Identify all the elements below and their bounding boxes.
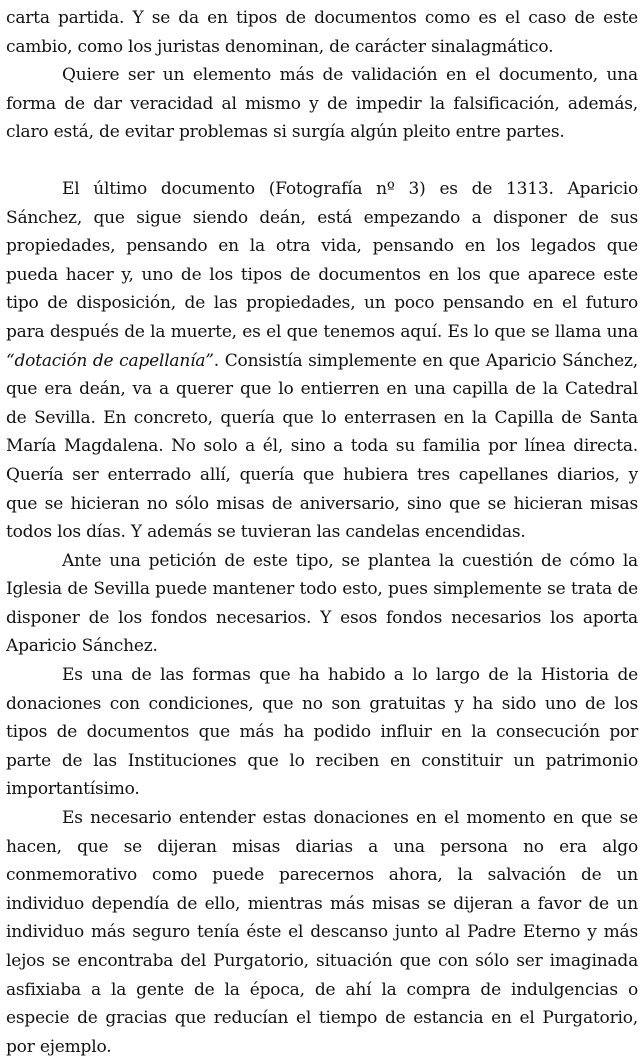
paragraph-text: Es necesario entender estas donaciones en el momento en que se hacen, que se dijeran misas diarias a una persona no era algo conmemorativo como puede parecernos ahora, la salvación de un individuo dependía de ello, mientras más misas se dijeran a favor de un individuo más seguro tenía éste el descanso junto al Padre Eterno y más lejos se encontraba del Purgatorio, situación que con sólo ser imaginada asfixiaba a la gente de la época, de ahí la compra de indulgencias o especie de gracias que reducían el tiempo de estancia en el Purgatorio, por ejemplo. (6, 808, 638, 1057)
paragraph-6 (6, 804, 638, 1061)
paragraph-5 (6, 661, 638, 804)
paragraph-4 (6, 547, 638, 661)
paragraph-1 (6, 4, 638, 61)
paragraph-text: Ante una petición de este tipo, se plantea la cuestión de cómo la Iglesia de Sevilla puede mantener todo esto, pues simplemente se trata de disponer de los fondos necesarios. Y esos fondos necesarios los aporta Aparicio Sánchez. (6, 550, 638, 657)
paragraph-text: Quiere ser un elemento más de validación en el documento, una forma de dar veracidad al mismo y de impedir la falsificación, además, claro está, de evitar problemas si surgía algún pleito entre partes. (6, 65, 638, 143)
paragraph-3 (6, 175, 638, 547)
document-page (6, 4, 638, 1061)
paragraph-text: El último documento (Fotografía nº 3) es de 1313. Aparicio Sánchez, que sigue siendo deán, está empezando a disponer de sus propiedades, pensando en la otra vida, pensando en los legados que pueda hacer y, uno de los tipos de documentos en los que aparece este tipo de disposición, de las propiedades, un poco pensando en el futuro para después de la muerte, es el que tenemos aquí. Es lo que se llama una (6, 178, 638, 342)
paragraph-text: . Consistía simplemente en que Aparicio Sánchez, que era deán, va a querer que lo entierren en una capilla de la Catedral de Sevilla. En concreto, quería que lo enterrasen en la Capilla de Santa María Magdalena. No solo a él, sino a toda su familia por línea directa. Quería ser enterrado allí, quería que hubiera tres capellanes diarios, y que se hicieran no sólo misas de aniversario, sino que se hicieran misas todos los días. Y además se tuvieran las candelas encendidas. (6, 350, 639, 543)
paragraph-2 (6, 61, 638, 147)
paragraph-text: carta partida. Y se da en tipos de documentos como es el caso de este cambio, como los juristas denominan, de carácter sinalagmático. (6, 8, 638, 57)
paragraph-text: Es una de las formas que ha habido a lo largo de la Historia de donaciones con condiciones, que no son gratuitas y ha sido uno de los tipos de documentos que más ha podido influir en la consecución por parte de las Instituciones que lo reciben en constituir un patrimonio importantísimo. (6, 665, 638, 800)
italic-term: “dotación de capellanía” (6, 350, 214, 371)
section-gap (6, 147, 638, 175)
